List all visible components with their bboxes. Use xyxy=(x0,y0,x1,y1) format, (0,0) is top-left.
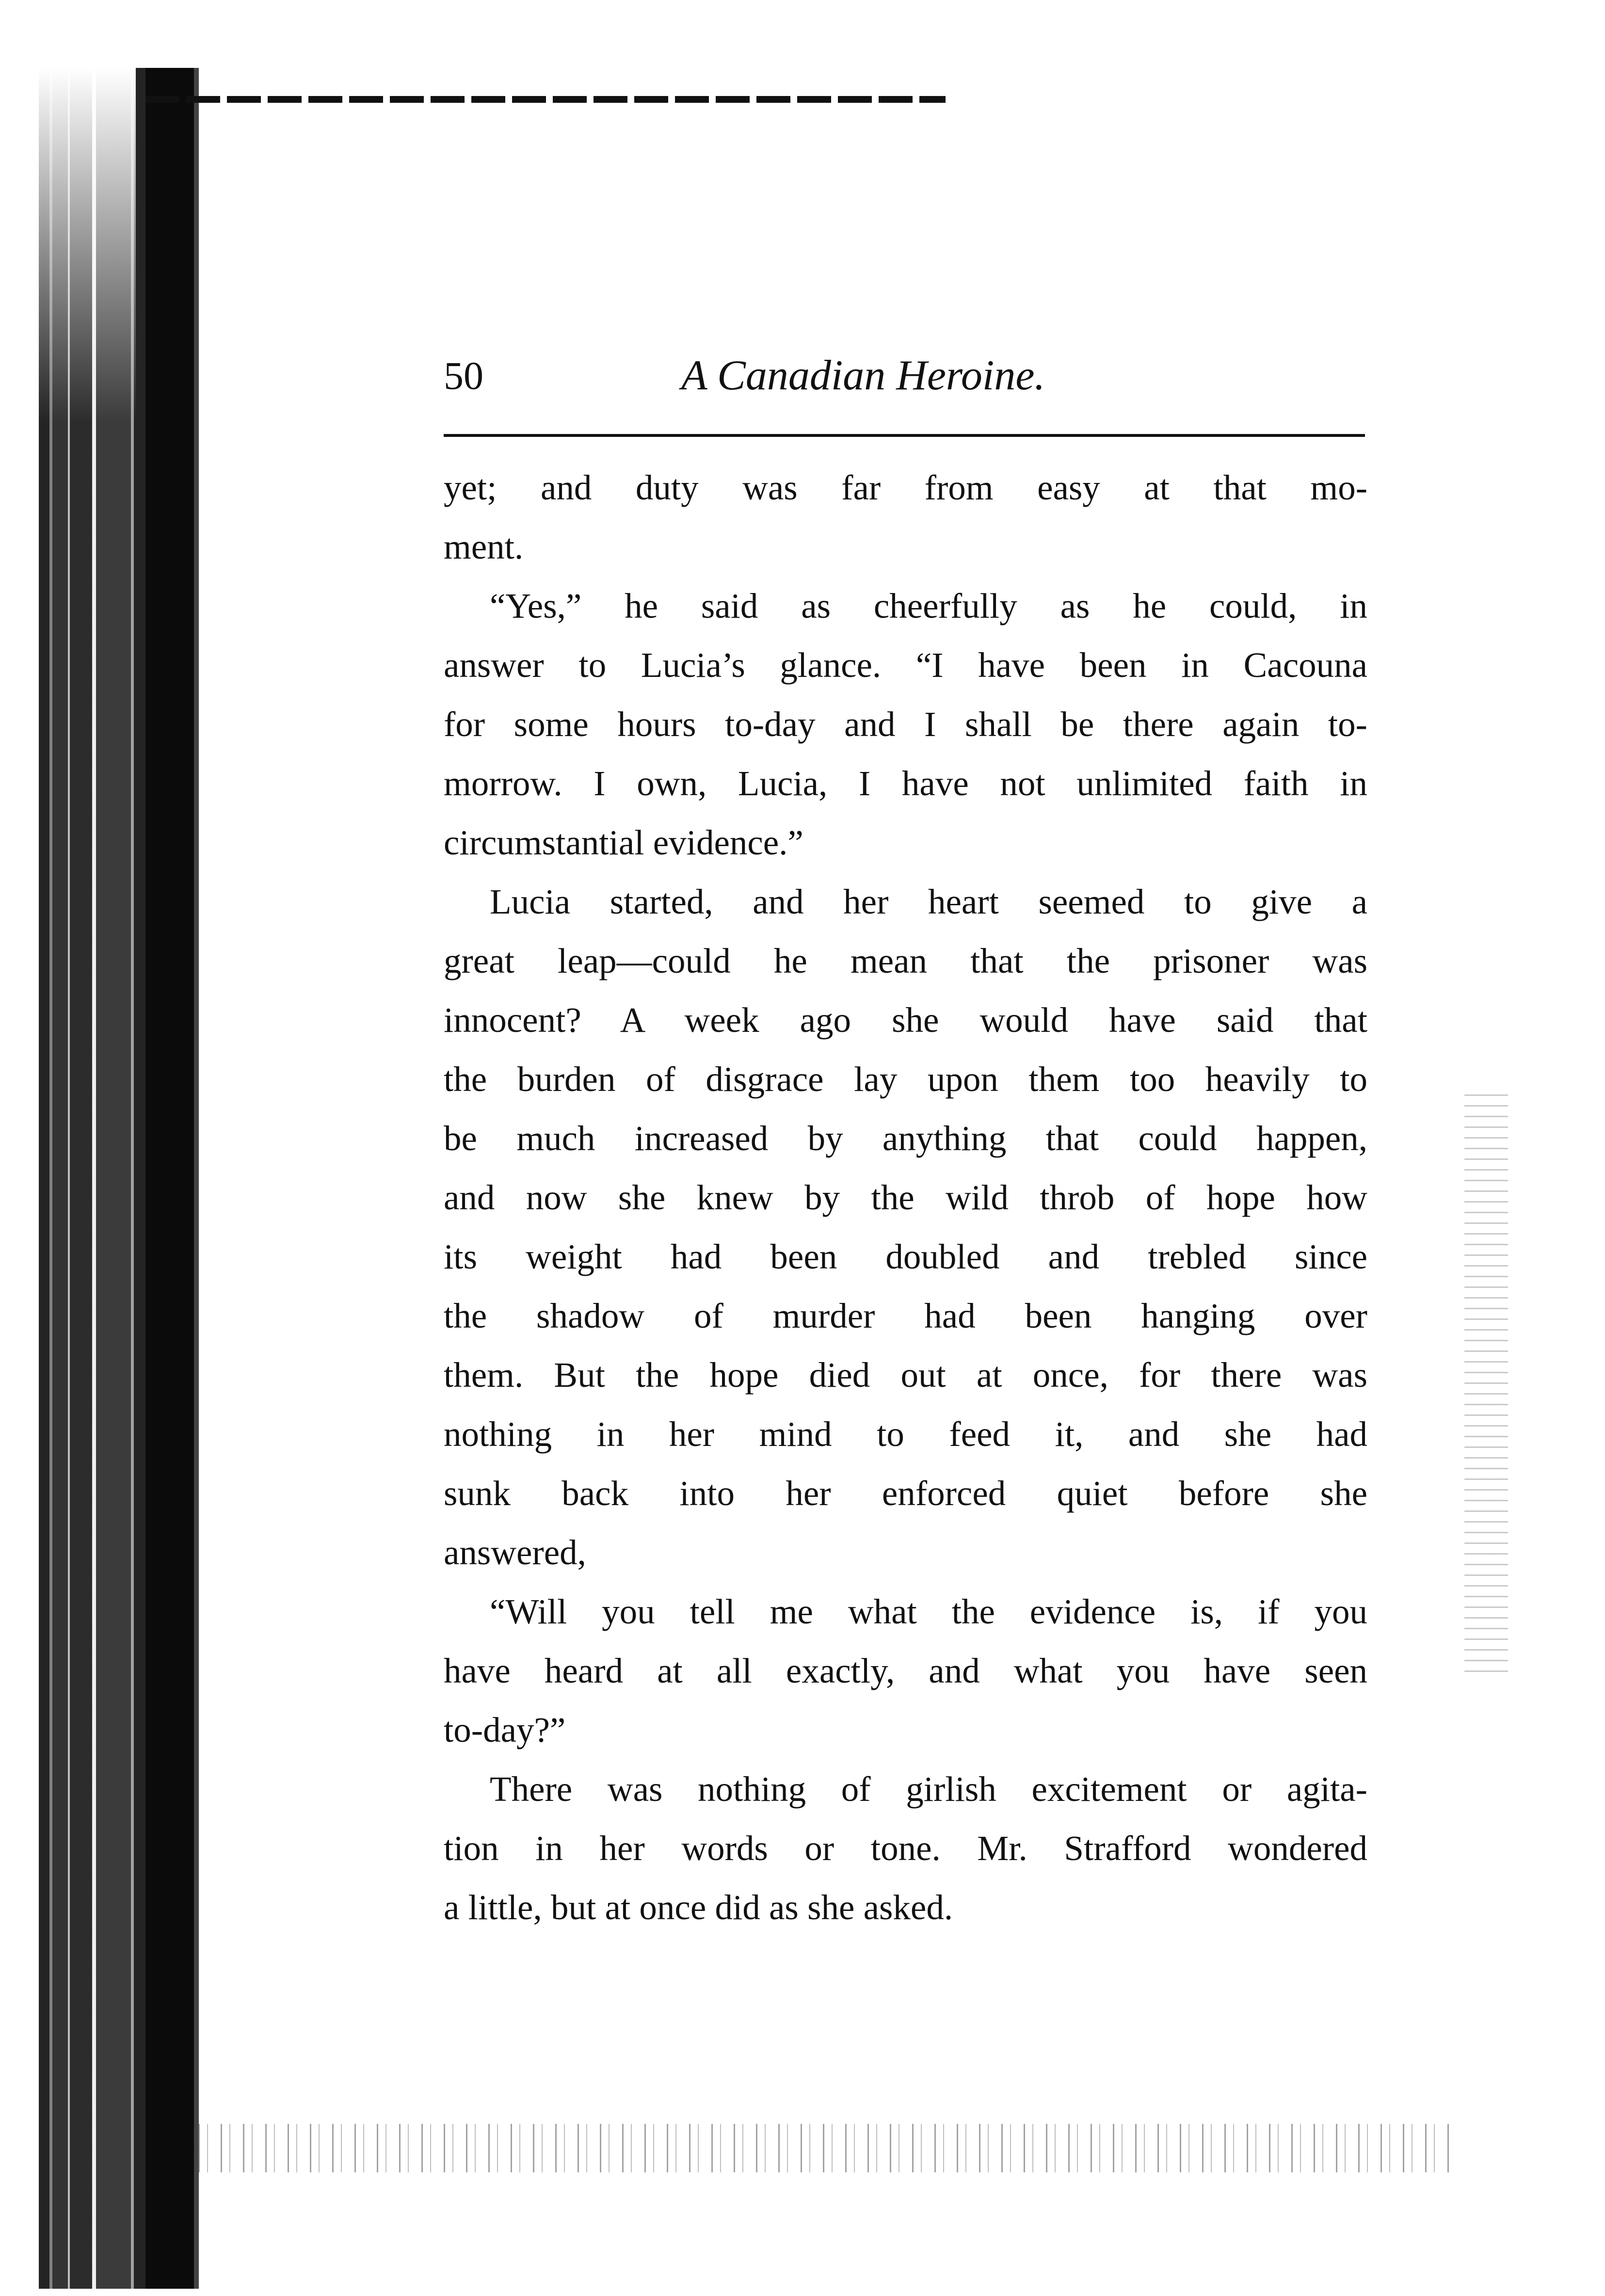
text-line: “Yes,” he said as cheerfully as he could, in xyxy=(490,586,1367,626)
binding-shadow xyxy=(145,68,194,2289)
text-line: for some hours to-day and I shall be there again to- xyxy=(444,705,1367,744)
text-line: “Will you tell me what the evidence is, if you xyxy=(490,1592,1367,1631)
text-line: tion in her words or tone. Mr. Strafford wondered xyxy=(444,1829,1367,1868)
text-line: great leap—could he mean that the prisoner was xyxy=(444,941,1367,980)
text-line: the burden of disgrace lay upon them too heavily to xyxy=(444,1060,1367,1099)
text-line: ment. xyxy=(444,527,524,566)
text-line: answered, xyxy=(444,1533,586,1572)
text-line: the shadow of murder had been hanging over xyxy=(444,1296,1367,1335)
body-text xyxy=(444,458,1367,1937)
header-rule xyxy=(444,434,1365,437)
binding-edge-fade xyxy=(39,68,136,422)
page-header xyxy=(444,347,1365,415)
text-line: sunk back into her enforced quiet before she xyxy=(444,1474,1367,1513)
scan-top-edge xyxy=(145,96,946,103)
text-line: yet; and duty was far from easy at that mo- xyxy=(444,468,1367,507)
text-line: to-day?” xyxy=(444,1710,566,1750)
scan-bottom-edge-noise xyxy=(194,2124,1455,2172)
running-title: A Canadian Heroine. xyxy=(681,352,1045,399)
text-line: circumstantial evidence.” xyxy=(444,823,803,862)
text-line: its weight had been doubled and trebled since xyxy=(444,1237,1367,1276)
text-line: them. But the hope died out at once, for there was xyxy=(444,1355,1367,1395)
text-line: morrow. I own, Lucia, I have not unlimited faith in xyxy=(444,764,1367,803)
text-line: and now she knew by the wild throb of hope how xyxy=(444,1178,1367,1217)
page-number: 50 xyxy=(444,353,483,398)
text-line: nothing in her mind to feed it, and she had xyxy=(444,1414,1367,1454)
text-line: innocent? A week ago she would have said that xyxy=(444,1000,1367,1040)
scan-right-edge-noise xyxy=(1464,1091,1508,1673)
text-line: a little, but at once did as she asked. xyxy=(444,1888,953,1927)
text-line: have heard at all exactly, and what you have seen xyxy=(444,1651,1367,1690)
text-line: be much increased by anything that could happen, xyxy=(444,1119,1367,1158)
text-line: There was nothing of girlish excitement or agita- xyxy=(490,1769,1367,1809)
text-line: Lucia started, and her heart seemed to give a xyxy=(490,882,1367,921)
text-line: answer to Lucia’s glance. “I have been in Cacouna xyxy=(444,645,1367,685)
